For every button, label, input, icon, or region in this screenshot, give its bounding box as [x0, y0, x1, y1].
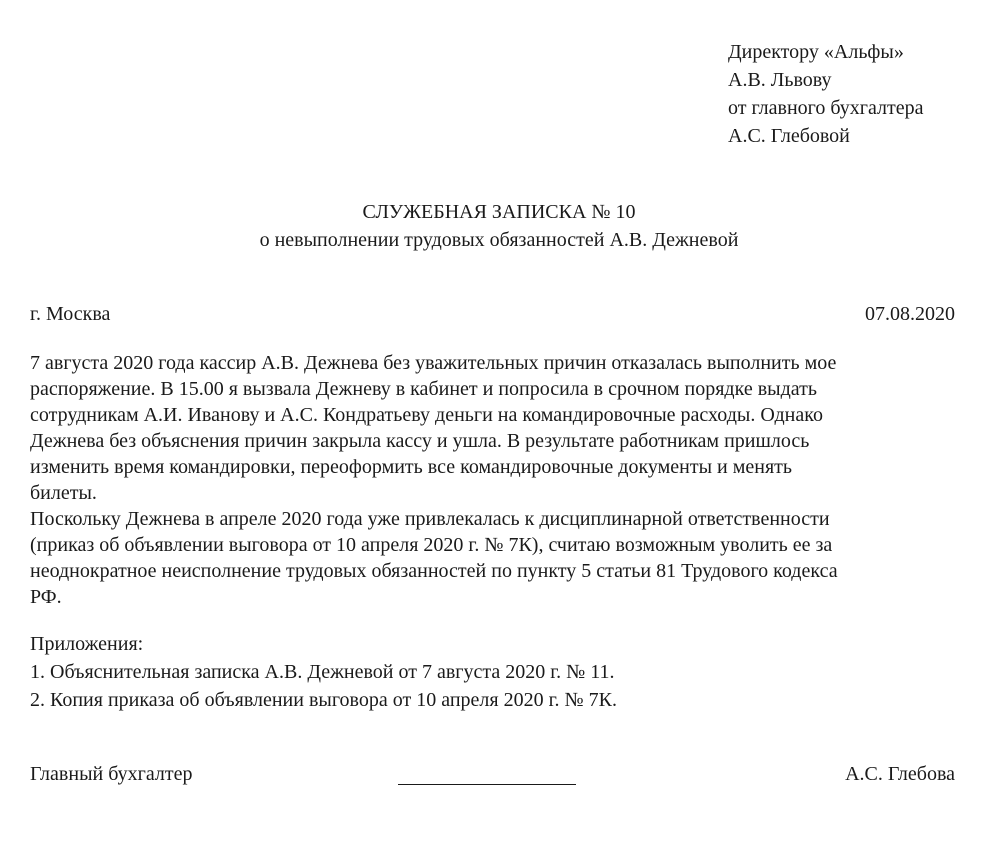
- body-line: 7 августа 2020 года кассир А.В. Дежнева без уважительных причин отказалась выполнить мое: [30, 352, 837, 374]
- signature-line: [398, 784, 576, 785]
- body-line: Дежнева без объяснения причин закрыла кассу и ушла. В результате работникам пришлось: [30, 430, 810, 452]
- document-heading: [0, 198, 998, 254]
- addressee-line: А.С. Глебовой: [728, 125, 850, 147]
- body-line: Поскольку Дежнева в апреле 2020 года уже привлекалась к дисциплинарной ответственности: [30, 508, 830, 530]
- body-line: (приказ об объявлении выговора от 10 апреля 2020 г. № 7К), считаю возможным уволить ее за: [30, 534, 833, 556]
- signer-name: А.С. Глебова: [845, 763, 955, 785]
- addressee-block: [728, 38, 924, 150]
- body-line: РФ.: [30, 586, 62, 608]
- addressee-line: Директору «Альфы»: [728, 41, 904, 63]
- addressee-line: А.В. Львову: [728, 69, 832, 91]
- memo-body: [30, 350, 960, 610]
- signer-position: Главный бухгалтер: [30, 763, 193, 785]
- body-line: билеты.: [30, 482, 97, 504]
- place-text: г. Москва: [30, 303, 111, 325]
- body-line: неоднократное неисполнение трудовых обязанностей по пункту 5 статьи 81 Трудового кодекса: [30, 560, 838, 582]
- attachments-heading: Приложения:: [30, 633, 144, 655]
- document-subtitle: о невыполнении трудовых обязанностей А.В. Дежневой: [259, 229, 739, 251]
- body-line: изменить время командировки, переоформить все командировочные документы и менять: [30, 456, 793, 478]
- body-line: распоряжение. В 15.00 я вызвала Дежневу в кабинет и попросила в срочном порядке выдать: [30, 378, 817, 400]
- attachments-block: [30, 630, 617, 714]
- attachment-item: 2. Копия приказа об объявлении выговора от 10 апреля 2020 г. № 7К.: [30, 689, 617, 711]
- addressee-line: от главного бухгалтера: [728, 97, 924, 119]
- attachment-item: 1. Объяснительная записка А.В. Дежневой от 7 августа 2020 г. № 11.: [30, 661, 615, 683]
- document-title: СЛУЖЕБНАЯ ЗАПИСКА № 10: [362, 201, 636, 223]
- date-text: 07.08.2020: [865, 303, 955, 325]
- signature-row: [30, 760, 955, 790]
- body-line: сотрудникам А.И. Иванову и А.С. Кондратьеву деньги на командировочные расходы. Однако: [30, 404, 823, 426]
